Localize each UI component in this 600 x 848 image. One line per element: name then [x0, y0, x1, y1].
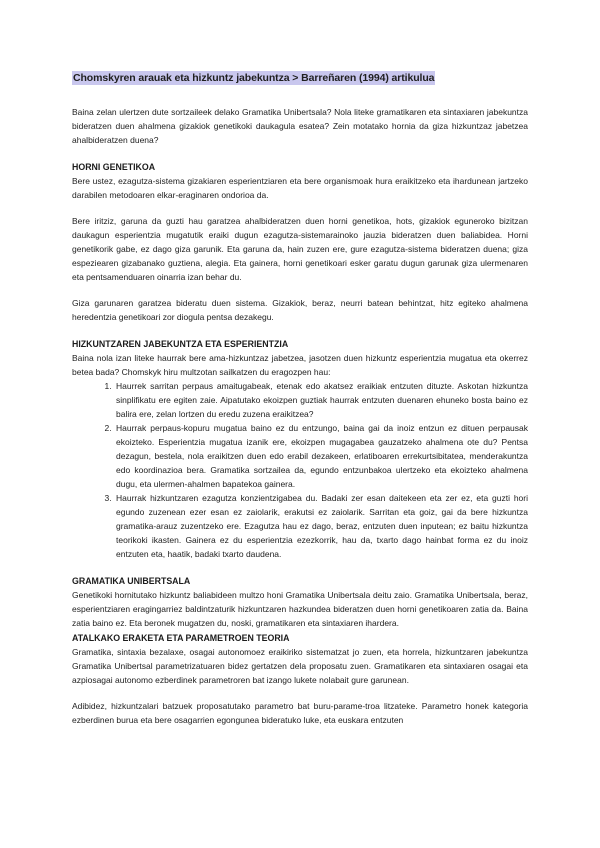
- paragraph: Bere ustez, ezagutza-sistema gizakiaren esperientziaren eta bere organismoak hura eraikitzeko eta ihardunean jartzeko darabilen metodoaren elkar-eraginaren ondorioa da.: [72, 176, 528, 200]
- document-page: [72, 70, 528, 727]
- document-title: Chomskyren arauak eta hizkuntz jabekuntza > Barreñaren (1994) artikulua: [73, 72, 435, 84]
- section-heading-gramatika-unibertsala: GRAMATIKA UNIBERTSALA: [72, 576, 191, 586]
- list-item: 2. Haurrak perpaus-kopuru mugatua baino ez du entzungo, baina gai da inoiz entzun ez dituen perpausak ekoizteko. Esperientzia mugatua izanik ere, ekoizpen mugagabea gauzatzeko ahalmena ote du? Pentsa dezagun, bestela, nola eraikitzen duen edo erabil dezakeen, erlatiboaren errekurtsibitatea, menderakuntza edo koordinazioa bera. Gramatika sortzailea da, egundo entzunbakoa ulertzeko eta ekoizteko ahalmena dugu, eta ulermen-ahalmen bapatekoa gainera.: [114, 421, 528, 491]
- paragraph: Adibidez, hizkuntzalari batzuek proposatutako parametro bat buru-parame-troa litzateke. Parametro honek kategoria ezberdinen burua eta bere osagarrien egongunea bideratuko luke, eta euskara entzuten: [72, 701, 528, 725]
- intro-paragraph: Baina zelan ulertzen dute sortzaileek delako Gramatika Unibertsala? Nola liteke gramatikaren eta sintaxiaren jabekuntza bideratzen duen ahalmena gizakiok genetikoki daukagula esatea? Zein motatako hornia da giza hizkuntzaz jabetzea ahalbideratzen duena?: [72, 107, 528, 145]
- section-heading-parametroen-teoria: ATALKAKO ERAKETA ETA PARAMETROEN TEORIA: [72, 633, 290, 643]
- numbered-list: [72, 379, 528, 561]
- paragraph: Bere iritziz, garuna da guzti hau garatzea ahalbideratzen duen horni genetikoa, hots, gizakiok eguneroko bizitzan daukagun esperientzia mugatutik eraiki dugun ezagutza-sistemarainoko jauzia bideratzen duen baliabidea. Horni genetikorik gabe, ez dago giza garunik. Eta garuna da, hain zuzen ere, gure ezagutza-sistema bideratzen duena; giza espeziearen gizabanako guztiena, alegia. Eta gainera, horni genetikoari esker garatu dugun garunak giza ulermenaren eta pentsamenduaren oinarria izan behar du.: [72, 216, 528, 282]
- section-heading-horni-genetikoa: HORNI GENETIKOA: [72, 162, 156, 172]
- title-wrap: [72, 70, 528, 85]
- list-item: 3. Haurrak hizkuntzaren ezagutza konzientzigabea du. Badaki zer esan daitekeen eta zer ez, eta guzti hori egundo zuzenean ezer esan ez zaiolarik, erakutsi ez zaiolarik. Sarritan eta goiz, gai da bere hizkuntza gramatika-arauz zuzentzeko ere. Ezagutza hau ez dago, beraz, entzuten duen inputean; ez baitu hizkuntza teorikoki ikasten. Gainera ez du esperientzia ezezkorrik, hau da, txarto dago hainbat forma ez du inoiz entzuten eta, haatik, badaki txarto daudena.: [114, 491, 528, 561]
- paragraph: Gramatika, sintaxia bezalaxe, osagai autonomoez eraikiriko sistematzat jo zuen, eta horrela, hizkuntzaren jabekuntza Gramatika Unibertsal parametrizatuaren bidez gertatzen dela proposatu zuen. Gramatikaren eta sintaxiaren osagai eta azpiosagai autonomo ezberdinek parametroren bat izango lukete nolabait gure garunean.: [72, 647, 528, 685]
- section-heading-jabekuntza: HIZKUNTZAREN JABEKUNTZA ETA ESPERIENTZIA: [72, 339, 289, 349]
- list-item: 1. Haurrek sarritan perpaus amaitugabeak, etenak edo akatsez eraikiak entzuten dituzte. Askotan hizkuntza sinplifikatu ere egiten zaie. Aipatutako ekoizpen guztiak haurrak entzuten duenaren ehuneko bosta baino ez balira ere, zelan lortzen du eredu zuzena eraikitzea?: [114, 379, 528, 421]
- paragraph: Giza garunaren garatzea bideratu duen sistema. Gizakiok, beraz, neurri batean behintzat, hitz egiteko ahalmena heredentzia genetikoari zor diogula pentsa dezakegu.: [72, 298, 528, 322]
- paragraph: Baina nola izan liteke haurrak bere ama-hizkuntzaz jabetzea, jasotzen duen hizkuntz esperientzia mugatua eta okerrez betea bada? Chomskyk hiru multzotan sailkatzen du eragozpen hau:: [72, 353, 528, 377]
- paragraph: Genetikoki hornitutako hizkuntz baliabideen multzo honi Gramatika Unibertsala deitu zaio. Gramatika Unibertsala, beraz, esperientziaren eragingarriez baldintzaturik hizkuntzaren hazkundea bideratzen duen horni genetikoaren zatia da. Baina zatia baino ez. Eta beronek mugatzen du, noski, gramatikaren eta sintaxiaren ihardera.: [72, 590, 528, 628]
